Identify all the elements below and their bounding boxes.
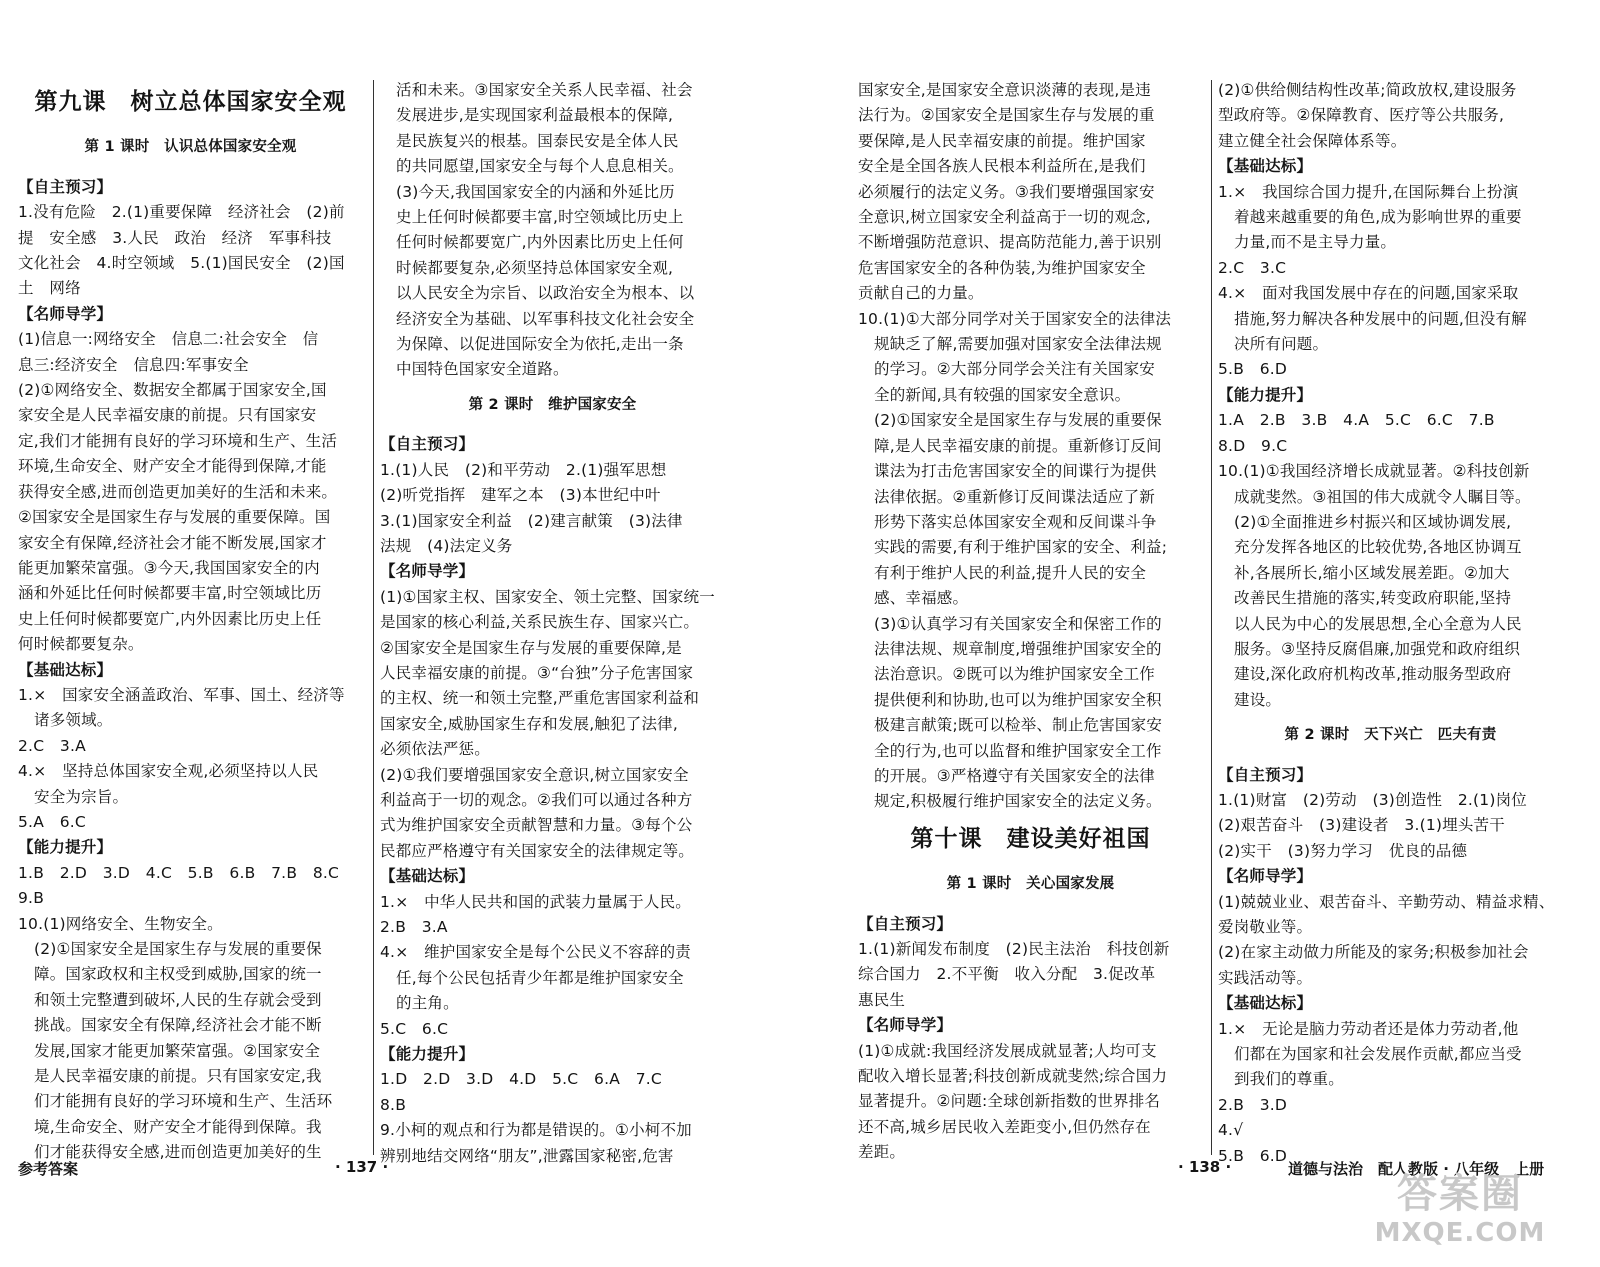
column-divider <box>373 80 374 1155</box>
text-line: 家安全有保障,经济社会才能不断发展,国家才 <box>18 533 327 552</box>
period-title: 第 2 课时 维护国家安全 <box>468 396 637 413</box>
text-line: 诸多领域。 <box>34 711 113 730</box>
footer-subject: 道德与法治 配人教版 · 八年级 上册 <box>1288 1160 1545 1178</box>
text-line: 建设。 <box>1234 690 1282 709</box>
text-line: 谍法为打击危害国家安全的间谍行为提供 <box>874 462 1157 481</box>
text-line: 不断增强防范意识、提高防范能力,善于识别 <box>858 233 1162 252</box>
text-line: 有利于维护人民的利益,提升人民的安全 <box>874 563 1147 582</box>
text-line: 综合国力 2.不平衡 收入分配 3.促改革 <box>858 965 1156 984</box>
text-line: (2)艰苦奋斗 (3)建设者 3.(1)埋头苦干 <box>1218 816 1505 835</box>
text-line: 史上任何时候都要丰富,时空领域比历史上 <box>396 208 684 227</box>
text-line: 的主权、统一和领土完整,严重危害国家利益和 <box>380 689 700 708</box>
text-line: 改善民生措施的落实,转变政府职能,坚持 <box>1234 589 1512 608</box>
text-line: 4.√ <box>1218 1121 1244 1140</box>
text-line: 感、幸福感。 <box>874 589 969 608</box>
period-title: 第 1 课时 认识总体国家安全观 <box>84 139 297 156</box>
text-line: (3)①认真学习有关国家安全和保密工作的 <box>874 614 1162 633</box>
text-line: 任何时候都要宽广,内外因素比历史上任何 <box>396 233 684 252</box>
text-line: (1)①成就:我国经济发展成就显著;人均可支 <box>858 1041 1157 1060</box>
section-heading: 【能力提升】 <box>18 838 113 857</box>
text-line: 息三:经济安全 信息四:军事安全 <box>18 355 249 374</box>
text-line: 障,是人民幸福安康的前提。重新修订反间 <box>874 436 1162 455</box>
text-line: 的学习。②大部分同学会关注有关国家安 <box>874 360 1155 379</box>
text-line: 措施,努力解决各种发展中的问题,但没有解 <box>1234 309 1527 328</box>
text-line: 极建言献策;既可以检举、制止危害国家安 <box>874 716 1163 735</box>
text-line: 是人民幸福安康的前提。只有国家安定,我 <box>34 1067 322 1086</box>
section-heading: 【名师导学】 <box>858 1016 953 1035</box>
text-line: 规定,积极履行维护国家安全的法定义务。 <box>874 792 1162 811</box>
text-line: 文化社会 4.时空领域 5.(1)国民安全 (2)国 <box>18 254 345 273</box>
text-line: 10.(1)①大部分同学对关于国家安全的法律法 <box>858 309 1172 328</box>
text-line: 家安全是人民幸福安康的前提。只有国家安 <box>18 406 317 425</box>
text-line: 经济安全为基础、以军事科技文化社会安全 <box>396 309 695 328</box>
column-divider <box>1211 80 1212 1155</box>
text-line: 法治意识。②既可以为维护国家安全工作 <box>874 665 1155 684</box>
text-line: 时候都要复杂,必须坚持总体国家安全观, <box>396 258 674 277</box>
text-line: 爱岗敬业等。 <box>1218 918 1313 936</box>
section-heading: 【能力提升】 <box>1218 385 1313 404</box>
text-line: 法规 (4)法定义务 <box>380 536 513 555</box>
text-line: 是民族复兴的根基。国泰民安是全体人民 <box>396 131 679 150</box>
watermark-url: MXQE.COM <box>1374 1218 1546 1248</box>
text-line: 4.× 坚持总体国家安全观,必须坚持以人民 <box>18 762 319 781</box>
text-line: 着越来越重要的角色,成为影响世界的重要 <box>1234 208 1522 227</box>
text-line: 发展进步,是实现国家利益最根本的保障, <box>396 106 674 125</box>
text-line: 5.B 6.D <box>1218 360 1288 379</box>
lesson-title: 第十课 建设美好祖国 <box>910 825 1151 852</box>
text-line: 1.(1)财富 (2)劳动 (3)创造性 2.(1)岗位 <box>1218 790 1528 809</box>
text-line: 必须依法严惩。 <box>380 740 490 759</box>
section-heading: 【基础达标】 <box>1218 157 1313 176</box>
text-line: 建立健全社会保障体系等。 <box>1218 131 1407 150</box>
text-line: 定,我们才能拥有良好的学习环境和生产、生活 <box>18 431 338 450</box>
text-line: 土 网络 <box>18 279 81 298</box>
text-line: 提供便利和协助,也可以为维护国家安全积 <box>874 690 1162 709</box>
text-line: 决所有问题。 <box>1234 335 1329 354</box>
watermark <box>1350 1170 1570 1255</box>
column-2 <box>380 78 725 1169</box>
text-line: 的主角。 <box>396 994 459 1013</box>
text-line: (2)①国家安全是国家生存与发展的重要保 <box>34 940 322 958</box>
text-line: 8.B <box>380 1095 407 1114</box>
text-line: 史上任何时候都要宽广,内外因素比历史上任 <box>18 609 322 628</box>
text-line: (2)听党指挥 建军之本 (3)本世纪中叶 <box>380 486 661 505</box>
text-line: 全意识,树立国家安全利益高于一切的观念, <box>858 208 1151 227</box>
text-line: 危害国家安全的各种伪装,为维护国家安全 <box>858 258 1146 277</box>
text-line: 力量,而不是主导力量。 <box>1234 233 1397 252</box>
text-line: 全的行为,也可以监督和维护国家安全工作 <box>874 741 1162 760</box>
text-line: 以人民为中心的发展思想,全心全意为人民 <box>1234 614 1522 633</box>
text-line: 到我们的尊重。 <box>1234 1070 1344 1089</box>
text-line: 显著提升。②问题:全球创新指数的世界排名 <box>858 1092 1161 1111</box>
text-line: 民都应严格遵守有关国家安全的法律规定等。 <box>380 841 695 860</box>
text-line: 境,生命安全、财产安全才能得到保障。我 <box>34 1117 322 1136</box>
text-line: 安全是全国各族人民根本利益所在,是我们 <box>858 157 1146 176</box>
text-line: 1.(1)人民 (2)和平劳动 2.(1)强军思想 <box>380 460 667 479</box>
text-line: 4.× 维护国家安全是每个公民义不容辞的责 <box>380 943 691 962</box>
text-line: 2.C 3.C <box>1218 258 1287 277</box>
right-page <box>800 0 1600 1267</box>
section-heading: 【基础达标】 <box>1218 994 1313 1013</box>
text-line: ②国家安全是国家生存与发展的重要保障,是 <box>380 638 682 657</box>
text-line: 建设,深化政府机构改革,推动服务型政府 <box>1234 665 1512 684</box>
text-line: (1)①国家主权、国家安全、领土完整、国家统一 <box>380 587 715 606</box>
column-4 <box>1218 78 1563 1169</box>
text-line: 法行为。②国家安全是国家生存与发展的重 <box>858 106 1155 125</box>
text-line: 还不高,城乡居民收入差距变小,但仍然存在 <box>858 1117 1151 1136</box>
text-line: 挑战。国家安全有保障,经济社会才能不断 <box>34 1016 322 1035</box>
text-line: 涵和外延比任何时候都要丰富,时空领域比历 <box>18 584 322 603</box>
text-line: (2)①网络安全、数据安全都属于国家安全,国 <box>18 381 327 400</box>
text-line: 2.B 3.D <box>1218 1095 1288 1114</box>
text-line: 1.× 中华人民共和国的武装力量属于人民。 <box>380 892 691 911</box>
text-line: 9.B <box>18 889 45 908</box>
text-line: 配收入增长显著;科技创新成就斐然;综合国力 <box>858 1067 1168 1086</box>
text-line: 1.D 2.D 3.D 4.D 5.C 6.A 7.C <box>380 1070 662 1089</box>
text-line: (3)今天,我国国家安全的内涵和外延比历 <box>396 182 675 201</box>
text-line: 辨别地结交网络“朋友”,泄露国家秘密,危害 <box>380 1146 674 1165</box>
text-line: 国家安全,威胁国家生存和发展,触犯了法律, <box>380 714 678 733</box>
text-line: 障。国家政权和主权受到威胁,国家的统一 <box>34 965 322 984</box>
text-line: 任,每个公民包括青少年都是维护国家安全 <box>396 968 684 987</box>
text-line: 规缺乏了解,需要加强对国家安全法律法规 <box>874 335 1162 354</box>
text-line: 必须履行的法定义务。③我们要增强国家安 <box>858 182 1155 201</box>
text-line: 法律依据。②重新修订反间谍法适应了新 <box>874 487 1155 506</box>
text-line: 为保障、以促进国际安全为依托,走出一条 <box>396 335 684 354</box>
text-line: (2)实干 (3)努力学习 优良的品德 <box>1218 841 1468 860</box>
text-line: 人民幸福安康的前提。③“台独”分子危害国家 <box>380 663 694 682</box>
lesson-title: 第九课 树立总体国家安全观 <box>34 89 347 115</box>
text-line: 1.× 我国综合国力提升,在国际舞台上扮演 <box>1218 182 1519 201</box>
text-line: 服务。③坚持反腐倡廉,加强党和政府组织 <box>1234 639 1521 658</box>
text-line: 的开展。③严格遵守有关国家安全的法律 <box>874 766 1155 785</box>
section-heading: 【基础达标】 <box>18 660 113 679</box>
text-line: 的共同愿望,国家安全与每个人息息相关。 <box>396 157 684 176</box>
text-line: 1.(1)新闻发布制度 (2)民主法治 科技创新 <box>858 940 1170 958</box>
text-line: 能更加繁荣富强。③今天,我国国家安全的内 <box>18 558 320 577</box>
section-heading: 【名师导学】 <box>18 304 113 323</box>
text-line: 是国家的核心利益,关系民族生存、国家兴亡。 <box>380 613 700 632</box>
footer-page-number: · 137 · <box>335 1158 389 1176</box>
text-line: 充分发挥各地区的比较优势,各地区协调互 <box>1234 538 1522 557</box>
text-line: (2)①国家安全是国家生存与发展的重要保 <box>874 411 1162 430</box>
text-line: 差距。 <box>858 1143 906 1162</box>
section-heading: 【名师导学】 <box>380 562 475 581</box>
text-line: 成就斐然。③祖国的伟大成就令人瞩目等。 <box>1234 487 1531 506</box>
section-heading: 【名师导学】 <box>1218 867 1313 886</box>
text-line: 实践的需要,有利于维护国家的安全、利益; <box>874 538 1168 557</box>
text-line: 2.C 3.A <box>18 736 86 755</box>
text-line: (2)在家主动做力所能及的家务;积极参加社会 <box>1218 943 1529 962</box>
text-line: 8.D 9.C <box>1218 436 1288 455</box>
section-heading: 【能力提升】 <box>380 1045 475 1064</box>
section-heading: 【自主预习】 <box>1218 765 1313 784</box>
text-line: 环境,生命安全、财产安全才能得到保障,才能 <box>18 457 327 476</box>
text-line: 和领土完整遭到破坏,人民的生存就会受到 <box>34 990 322 1009</box>
text-line: 3.(1)国家安全利益 (2)建言献策 (3)法律 <box>380 511 683 530</box>
text-line: 补,各展所长,缩小区域发展差距。②加大 <box>1234 563 1510 582</box>
text-line: (1)兢兢业业、艰苦奋斗、辛勤劳动、精益求精、 <box>1218 892 1555 911</box>
text-line: (1)信息一:网络安全 信息二:社会安全 信 <box>18 330 319 349</box>
text-line: ②国家安全是国家生存与发展的重要保障。国 <box>18 508 331 527</box>
text-line: 2.B 3.A <box>380 918 448 936</box>
text-line: 贡献自己的力量。 <box>858 284 984 303</box>
text-line: 5.B 6.D <box>1218 1146 1288 1165</box>
text-line: 5.C 6.C <box>380 1019 449 1038</box>
text-line: 利益高于一切的观念。②我们可以通过各种方 <box>380 790 693 809</box>
text-line: 型政府等。②保障教育、医疗等公共服务, <box>1218 106 1505 125</box>
text-line: (2)①我们要增强国家安全意识,树立国家安全 <box>380 765 689 784</box>
text-line: 10.(1)①我国经济增长成就显著。②科技创新 <box>1218 462 1530 481</box>
column-3 <box>858 78 1203 1166</box>
text-line: 法律法规、规章制度,增强维护国家安全的 <box>874 639 1162 658</box>
text-line: 9.小柯的观点和行为都是错误的。①小柯不加 <box>380 1121 692 1140</box>
text-line: 们才能拥有良好的学习环境和生产、生活环 <box>34 1092 333 1111</box>
text-line: 形势下落实总体国家安全观和反间谍斗争 <box>874 512 1157 531</box>
watermark-logo: 答案圈 <box>1397 1171 1523 1217</box>
text-line: 中国特色国家安全道路。 <box>396 360 569 379</box>
text-line: 1.× 无论是脑力劳动者还是体力劳动者,他 <box>1218 1019 1519 1038</box>
period-title: 第 2 课时 天下兴亡 匹夫有责 <box>1284 727 1497 744</box>
text-line: (2)①供给侧结构性改革;简政放权,建设服务 <box>1218 81 1517 99</box>
text-line: 何时候都要复杂。 <box>18 635 144 654</box>
text-line: 发展,国家才能更加繁荣富强。②国家安全 <box>34 1041 321 1060</box>
text-line: 1.A 2.B 3.B 4.A 5.C 6.C 7.B <box>1218 411 1495 430</box>
text-line: 要保障,是人民幸福安康的前提。维护国家 <box>858 131 1146 150</box>
text-line: 国家安全,是国家安全意识淡薄的表现,是违 <box>858 81 1151 99</box>
text-line: 式为维护国家安全贡献智慧和力量。③每个公 <box>380 816 693 835</box>
section-heading: 【自主预习】 <box>380 435 475 454</box>
section-heading: 【基础达标】 <box>380 867 475 886</box>
section-heading: 【自主预习】 <box>858 914 953 933</box>
text-line: 活和未来。③国家安全关系人民幸福、社会 <box>396 81 693 99</box>
column-1 <box>18 78 363 1166</box>
text-line: 们都在为国家和社会发展作贡献,都应当受 <box>1234 1045 1522 1064</box>
text-line: 实践活动等。 <box>1218 968 1313 987</box>
text-line: (2)①全面推进乡村振兴和区域协调发展, <box>1234 512 1512 531</box>
text-line: 10.(1)网络安全、生物安全。 <box>18 914 223 933</box>
text-line: 5.A 6.C <box>18 812 86 831</box>
text-line: 安全为宗旨。 <box>34 787 129 806</box>
text-line: 1.B 2.D 3.D 4.C 5.B 6.B 7.B 8.C <box>18 863 340 882</box>
text-line: 1.没有危险 2.(1)重要保障 经济社会 (2)前 <box>18 203 345 222</box>
section-heading: 【自主预习】 <box>18 177 113 196</box>
text-line: 4.× 面对我国发展中存在的问题,国家采取 <box>1218 284 1519 303</box>
period-title: 第 1 课时 关心国家发展 <box>946 876 1115 893</box>
text-line: 获得安全感,进而创造更加美好的生活和未来。 <box>18 482 338 501</box>
text-line: 提 安全感 3.人民 政治 经济 军事科技 <box>18 228 332 247</box>
footer-page-number: · 138 · <box>1178 1158 1232 1176</box>
text-line: 1.× 国家安全涵盖政治、军事、国土、经济等 <box>18 685 345 704</box>
text-line: 全的新闻,具有较强的国家安全意识。 <box>874 385 1131 404</box>
text-line: 以人民安全为宗旨、以政治安全为根本、以 <box>396 284 695 303</box>
text-line: 惠民生 <box>858 990 906 1009</box>
text-line: 们才能获得安全感,进而创造更加美好的生 <box>34 1143 322 1162</box>
footer-label: 参考答案 <box>18 1160 79 1178</box>
